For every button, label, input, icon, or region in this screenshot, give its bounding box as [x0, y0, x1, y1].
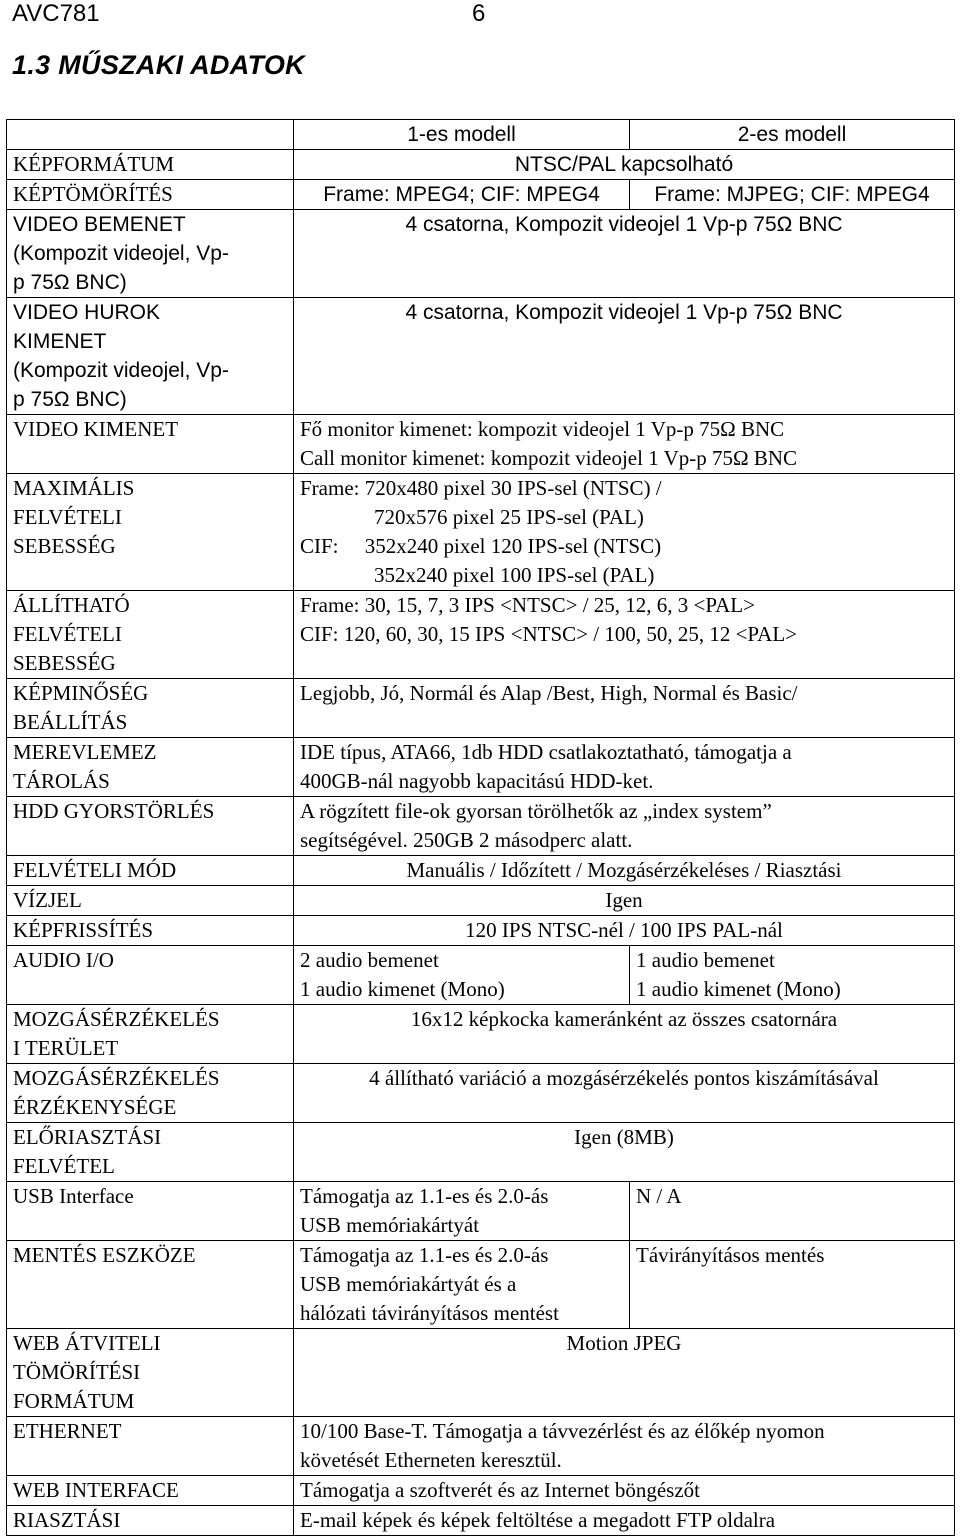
table-row — [7, 738, 955, 797]
row-value-model2: N / A — [630, 1182, 955, 1241]
row-label: MOZGÁSÉRZÉKELÉS ÉRZÉKENYSÉGE — [7, 1064, 294, 1123]
row-value-model2: 1 audio bemenet 1 audio kimenet (Mono) — [630, 946, 955, 1005]
row-label: FELVÉTELI MÓD — [7, 856, 294, 886]
row-value-model2: Frame: MJPEG; CIF: MPEG4 — [630, 180, 955, 210]
row-value: 4 csatorna, Kompozit videojel 1 Vp-p 75Ω BNC — [294, 210, 955, 298]
row-value-model2: Távirányításos mentés — [630, 1241, 955, 1329]
table-row — [7, 150, 955, 180]
table-row — [7, 180, 955, 210]
row-label: MEREVLEMEZ TÁROLÁS — [7, 738, 294, 797]
table-row — [7, 1241, 955, 1329]
row-value: 4 csatorna, Kompozit videojel 1 Vp-p 75Ω BNC — [294, 298, 955, 415]
table-row — [7, 886, 955, 916]
row-label: KÉPFRISSÍTÉS — [7, 916, 294, 946]
row-value: Támogatja a szoftverét és az Internet böngészőt — [294, 1476, 955, 1506]
row-value: Fő monitor kimenet: kompozit videojel 1 Vp-p 75Ω BNC Call monitor kimenet: kompozit videojel 1 Vp-p 75Ω BNC — [294, 415, 955, 474]
row-label: KÉPTÖMÖRÍTÉS — [7, 180, 294, 210]
document-code: AVC781 — [12, 0, 100, 27]
table-row — [7, 474, 955, 591]
row-value: 10/100 Base-T. Támogatja a távvezérlést és az élőkép nyomon követését Etherneten keresztül. — [294, 1417, 955, 1476]
row-label: ELŐRIASZTÁSI FELVÉTEL — [7, 1123, 294, 1182]
section-title: 1.3 MŰSZAKI ADATOK — [12, 50, 305, 80]
row-value: IDE típus, ATA66, 1db HDD csatlakoztatható, támogatja a 400GB-nál nagyobb kapacitású HDD-ket. — [294, 738, 955, 797]
table-row — [7, 1123, 955, 1182]
table-row — [7, 298, 955, 415]
row-value: Manuális / Időzített / Mozgásérzékeléses / Riasztási — [294, 856, 955, 886]
table-row — [7, 916, 955, 946]
table-row — [7, 1064, 955, 1123]
row-value: Igen — [294, 886, 955, 916]
row-value-model1: Támogatja az 1.1-es és 2.0-ás USB memóriakártyát — [294, 1182, 630, 1241]
row-value: Motion JPEG — [294, 1329, 955, 1417]
specifications-table — [6, 119, 955, 1536]
column-header-model1: 1-es modell — [294, 120, 630, 150]
row-label: KÉPMINŐSÉG BEÁLLÍTÁS — [7, 679, 294, 738]
row-label: MAXIMÁLIS FELVÉTELI SEBESSÉG — [7, 474, 294, 591]
row-value: 4 állítható variáció a mozgásérzékelés pontos kiszámításával — [294, 1064, 955, 1123]
row-label: KÉPFORMÁTUM — [7, 150, 294, 180]
table-row — [7, 1506, 955, 1536]
row-label: WEB INTERFACE — [7, 1476, 294, 1506]
value-line: 720x576 pixel 25 IPS-sel (PAL) — [374, 505, 644, 529]
row-label: MOZGÁSÉRZÉKELÉS I TERÜLET — [7, 1005, 294, 1064]
empty-header-cell — [7, 120, 294, 150]
row-value: A rögzített file-ok gyorsan törölhetők az „index system” segítségével. 250GB 2 másodperc alatt. — [294, 797, 955, 856]
row-label: ÁLLÍTHATÓ FELVÉTELI SEBESSÉG — [7, 591, 294, 679]
row-value-model1: Támogatja az 1.1-es és 2.0-ás USB memóriakártyát és a hálózati távirányításos mentést — [294, 1241, 630, 1329]
row-label: WEB ÁTVITELI TÖMÖRÍTÉSI FORMÁTUM — [7, 1329, 294, 1417]
table-row — [7, 797, 955, 856]
row-value: E-mail képek és képek feltöltése a megadott FTP oldalra — [294, 1506, 955, 1536]
table-header-row — [7, 120, 955, 150]
row-value: 120 IPS NTSC-nél / 100 IPS PAL-nál — [294, 916, 955, 946]
table-row — [7, 1476, 955, 1506]
value-line: Frame: 720x480 pixel 30 IPS-sel (NTSC) / — [300, 476, 662, 500]
row-value: NTSC/PAL kapcsolható — [294, 150, 955, 180]
row-value — [294, 474, 955, 591]
table-row — [7, 210, 955, 298]
row-label: MENTÉS ESZKÖZE — [7, 1241, 294, 1329]
row-value-model1: 2 audio bemenet 1 audio kimenet (Mono) — [294, 946, 630, 1005]
table-row — [7, 679, 955, 738]
row-value: Igen (8MB) — [294, 1123, 955, 1182]
row-label: VIDEO BEMENET (Kompozit videojel, Vp- p 75Ω BNC) — [7, 210, 294, 298]
row-value-model1: Frame: MPEG4; CIF: MPEG4 — [294, 180, 630, 210]
row-value: Frame: 30, 15, 7, 3 IPS <NTSC> / 25, 12, 6, 3 <PAL> CIF: 120, 60, 30, 15 IPS <NTSC> / 100, 50, 25, 12 <PAL> — [294, 591, 955, 679]
value-line: 352x240 pixel 100 IPS-sel (PAL) — [374, 563, 655, 587]
table-row — [7, 1005, 955, 1064]
row-label: USB Interface — [7, 1182, 294, 1241]
table-row — [7, 415, 955, 474]
page-number: 6 — [472, 0, 486, 27]
row-value: Legjobb, Jó, Normál és Alap /Best, High, Normal és Basic/ — [294, 679, 955, 738]
table-row — [7, 946, 955, 1005]
table-row — [7, 1182, 955, 1241]
row-label: AUDIO I/O — [7, 946, 294, 1005]
value-line: CIF: 352x240 pixel 120 IPS-sel (NTSC) — [300, 534, 662, 558]
row-label: RIASZTÁSI — [7, 1506, 294, 1536]
row-value: 16x12 képkocka kameránként az összes csatornára — [294, 1005, 955, 1064]
row-label: VIDEO KIMENET — [7, 415, 294, 474]
table-row — [7, 1417, 955, 1476]
table-row — [7, 591, 955, 679]
table-row — [7, 856, 955, 886]
table-row — [7, 1329, 955, 1417]
row-label: ETHERNET — [7, 1417, 294, 1476]
column-header-model2: 2-es modell — [630, 120, 955, 150]
row-label: VIDEO HUROK KIMENET (Kompozit videojel, Vp- p 75Ω BNC) — [7, 298, 294, 415]
row-label: HDD GYORSTÖRLÉS — [7, 797, 294, 856]
row-label: VÍZJEL — [7, 886, 294, 916]
